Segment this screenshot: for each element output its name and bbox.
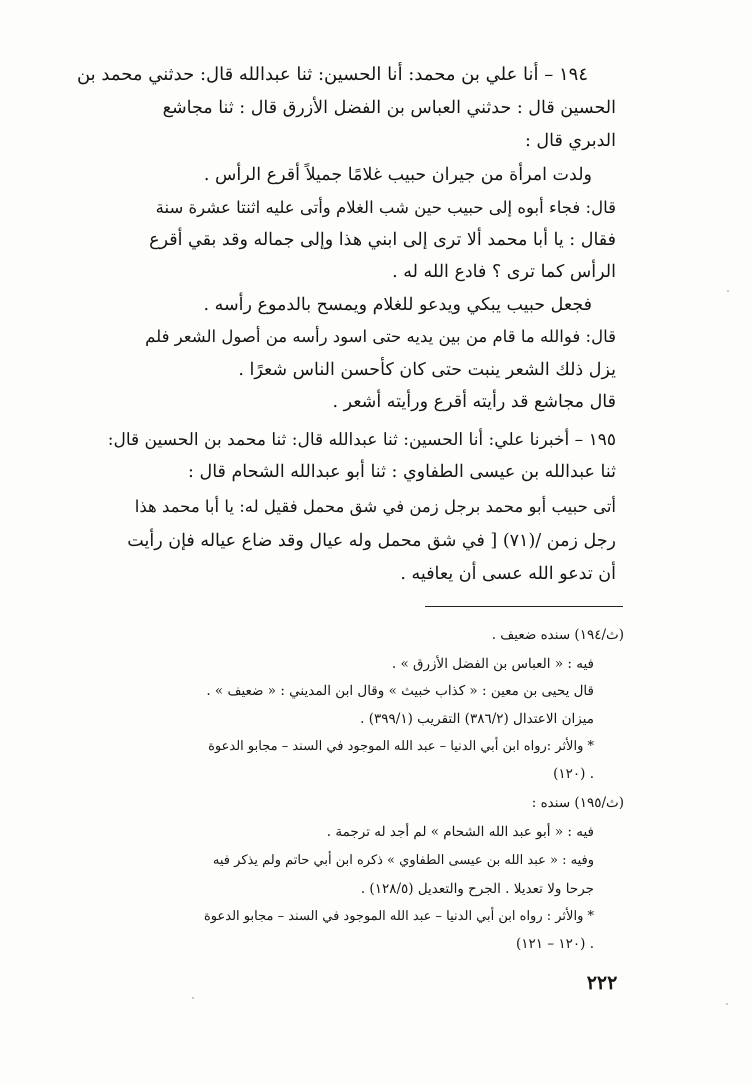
hadith-194-line: ١٩٤ – أنا علي بن محمد: أنا الحسين: ثنا عبدالله قال: حدثني محمد بن — [76, 64, 588, 85]
hadith-194-line: فجعل حبيب يبكي ويدعو للغلام ويمسح بالدموع رأسه . — [203, 295, 592, 315]
footnote-194-line: فيه : « العباس بن الفضل الأزرق » . — [391, 656, 594, 672]
footnote-195-line: * والأثر : رواه ابن أبي الدنيا – عبد الله الموجود في السند – مجابو الدعوة — [203, 909, 594, 924]
page-number: ٢٢٢ — [586, 972, 618, 994]
footnote-194-line: . (١٢٠) — [553, 766, 594, 782]
scan-speck — [192, 997, 194, 999]
hadith-194-line: يزل ذلك الشعر ينبت حتى كان كأحسن الناس شعرًا . — [238, 360, 616, 380]
hadith-194-line: ولدت امرأة من جيران حبيب غلامًا جميلاً أقرع الرأس . — [203, 165, 592, 185]
hadith-194-line: الحسين قال : حدثني العباس بن الفضل الأزرق قال : ثنا مجاشع — [162, 98, 616, 118]
hadith-194-line: فقال : يا أبا محمد ألا ترى إلى ابني هذا وإلى جماله وقد بقي أقرع — [149, 230, 616, 250]
scan-speck — [726, 1003, 728, 1005]
footnote-195-line: جرحا ولا تعديلا . الجرح والتعديل (١٢٨/٥) . — [360, 881, 594, 897]
hadith-195-line: ثنا عبدالله بن عيسى الطفاوي : ثنا أبو عبدالله الشحام قال : — [188, 462, 616, 482]
footnote-195-line: فيه : « أبو عبد الله الشحام » لم أجد له ترجمة . — [326, 824, 594, 840]
footnote-195-line: (ث/١٩٥) سنده : — [531, 795, 624, 811]
hadith-195-line: رجل زمن /(٧١) [ في شق محمل وله عيال وقد ضاع عياله فإن رأيت — [127, 531, 616, 551]
scan-speck — [727, 290, 729, 292]
footnote-195-line: وفيه : « عبد الله بن عيسى الطفاوي » ذكره ابن أبي حاتم ولم يذكر فيه — [212, 853, 594, 868]
hadith-194-line: قال مجاشع قد رأيته أقرع ورأيته أشعر . — [332, 392, 616, 412]
hadith-195-line: ١٩٥ – أخبرنا علي: أنا الحسين: ثنا عبدالله قال: ثنا محمد بن الحسين قال: — [107, 430, 616, 450]
footnote-194-line: * والأثر :رواه ابن أبي الدنيا – عبد الله الموجود في السند – مجابو الدعوة — [208, 739, 594, 754]
footnote-194-line: (ث/١٩٤) سنده ضعيف . — [491, 627, 624, 643]
hadith-194-line: قال: فوالله ما قام من بين يديه حتى اسود رأسه من أصول الشعر فلم — [145, 327, 616, 346]
footnote-194-line: ميزان الاعتدال (٣٨٦/٢) التقريب (٣٩٩/١) . — [360, 711, 594, 727]
hadith-194-line: قال: فجاء أبوه إلى حبيب حين شب الغلام وأتى عليه اثنتا عشرة سنة — [155, 198, 616, 217]
footnote-separator — [425, 606, 623, 607]
hadith-195-line: أن تدعو الله عسى أن يعافيه . — [400, 564, 616, 584]
hadith-195-line: أتى حبيب أبو محمد برجل زمن في شق محمل فقيل له: يا أبا محمد هذا — [134, 497, 616, 516]
hadith-194-line: الرأس كما ترى ؟ فادع الله له . — [392, 262, 616, 282]
footnote-195-line: . (١٢٠ – ١٢١) — [515, 936, 594, 952]
hadith-194-line: الدبري قال : — [524, 131, 616, 151]
footnote-194-line: قال يحيى بن معين : « كذاب خبيث » وقال ابن المديني : « ضعيف » . — [206, 683, 594, 699]
